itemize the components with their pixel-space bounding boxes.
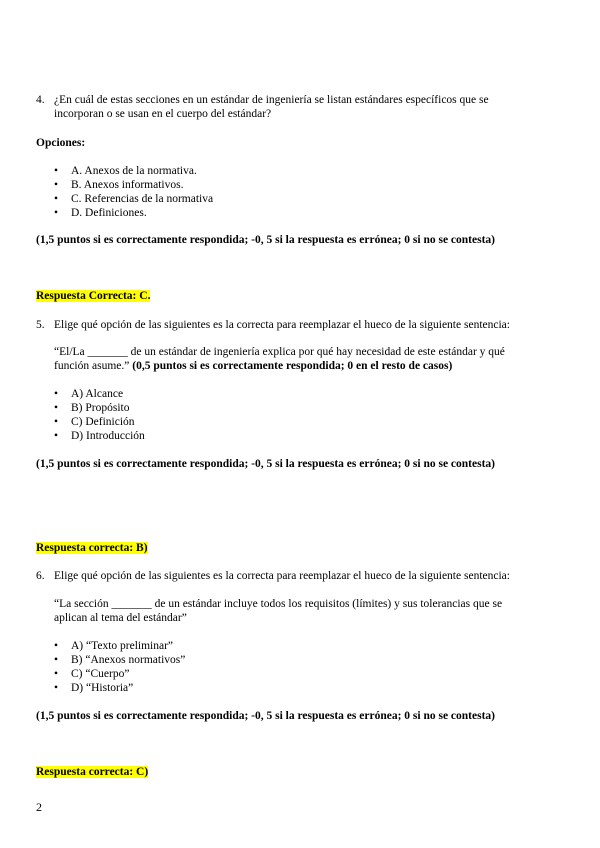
options-heading: Opciones: — [36, 137, 86, 149]
question-4-number: 4. — [36, 94, 45, 106]
page-number: 2 — [36, 800, 42, 814]
option-a: • A) “Texto preliminar” — [54, 639, 185, 653]
answer-highlight: Respuesta correcta: B) — [36, 542, 148, 554]
option-d: • D) “Historia” — [54, 681, 185, 695]
option-b: • B) “Anexos normativos” — [54, 653, 185, 667]
question-5-answer — [36, 541, 148, 555]
option-c: • C) “Cuerpo” — [54, 667, 185, 681]
question-6-scoring: (1,5 puntos si es correctamente respondida; -0, 5 si la respuesta es errónea; 0 si no se contesta) — [36, 710, 495, 722]
question-4-options — [54, 164, 213, 220]
sentence-score: (0,5 puntos si es correctamente respondida; 0 en el resto de casos) — [132, 360, 453, 372]
option-c: • C. Referencias de la normativa — [54, 192, 213, 206]
question-6-answer — [36, 765, 148, 779]
question-5-options — [54, 387, 145, 443]
question-5-sentence — [54, 345, 534, 373]
question-6-sentence: “La sección _______ de un estándar incluye todos los requisitos (límites) y sus tolerancias que se aplican al tema del estándar” — [54, 598, 503, 624]
option-d: • D. Definiciones. — [54, 206, 213, 220]
option-d: • D) Introducción — [54, 429, 145, 443]
answer-highlight: Respuesta Correcta: C. — [36, 290, 151, 302]
answer-highlight: Respuesta correcta: C) — [36, 766, 149, 778]
question-6-text: Elige qué opción de las siguientes es la correcta para reemplazar el hueco de la siguiente sentencia: — [54, 570, 510, 582]
option-b: • B) Propósito — [54, 401, 145, 415]
option-c: • C) Definición — [54, 415, 145, 429]
question-4-scoring: (1,5 puntos si es correctamente respondida; -0, 5 si la respuesta es errónea; 0 si no se contesta) — [36, 234, 495, 246]
question-4-answer — [36, 289, 150, 303]
question-6-number: 6. — [36, 570, 45, 582]
sentence-text: “El/La _______ de un estándar de ingeniería explica por qué hay necesidad de este estándar y qué función asume.” — [54, 346, 505, 372]
option-b: • B. Anexos informativos. — [54, 178, 213, 192]
option-a: • A. Anexos de la normativa. — [54, 164, 213, 178]
option-a: • A) Alcance — [54, 387, 145, 401]
question-5-text: Elige qué opción de las siguientes es la correcta para reemplazar el hueco de la siguiente sentencia: — [54, 319, 510, 331]
question-6-options — [54, 639, 185, 695]
question-5-number: 5. — [36, 319, 45, 331]
question-4-text: ¿En cuál de estas secciones en un estándar de ingeniería se listan estándares específicos que se incorporan o se usan en el cuerpo del estándar? — [54, 94, 489, 120]
question-5-scoring: (1,5 puntos si es correctamente respondida; -0, 5 si la respuesta es errónea; 0 si no se contesta) — [36, 458, 495, 470]
